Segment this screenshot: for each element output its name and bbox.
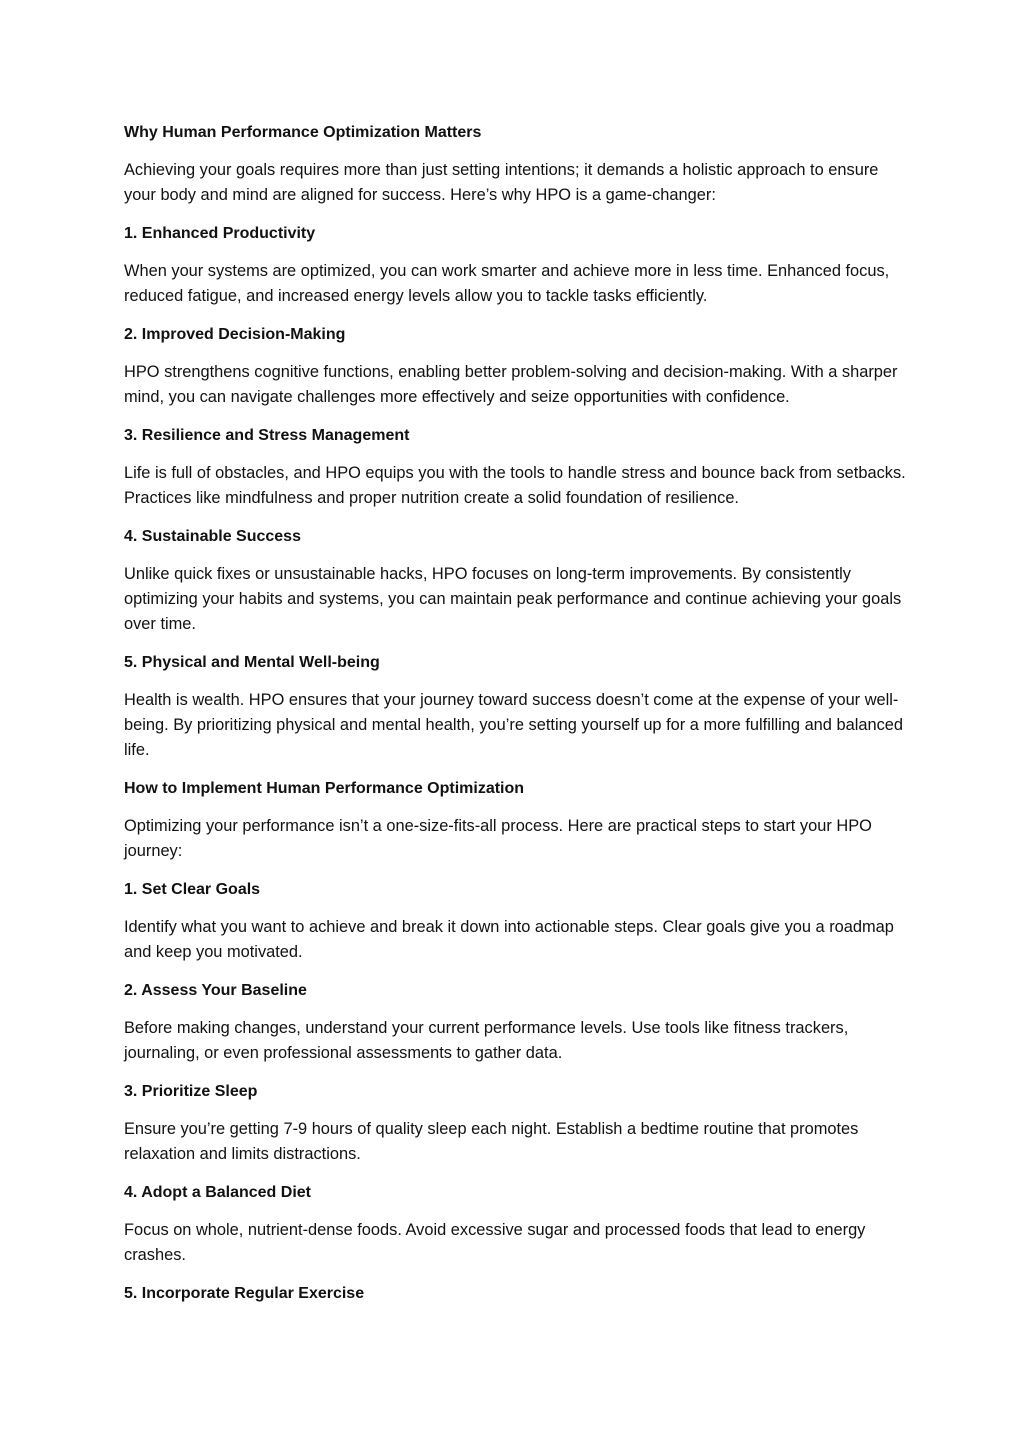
- intro-paragraph: Achieving your goals requires more than just setting intentions; it demands a holistic approach to ensure your body and mind are aligned for success. Here’s why HPO is a game-changer:: [124, 161, 879, 204]
- paragraph-enhanced-productivity: When your systems are optimized, you can work smarter and achieve more in less time. Enhanced focus, reduced fatigue, and increased energy levels allow you to tackle tasks efficiently.: [124, 262, 890, 305]
- heading-improved-decision-making: 2. Improved Decision-Making: [124, 326, 346, 343]
- heading-enhanced-productivity: 1. Enhanced Productivity: [124, 225, 316, 242]
- heading-set-clear-goals: 1. Set Clear Goals: [124, 881, 261, 898]
- paragraph-how-to-implement: Optimizing your performance isn’t a one-size-fits-all process. Here are practical steps to start your HPO journey:: [124, 817, 872, 860]
- section-heading-why-hpo-matters: Why Human Performance Optimization Matters: [124, 124, 482, 141]
- heading-regular-exercise: 5. Incorporate Regular Exercise: [124, 1285, 365, 1302]
- paragraph-assess-baseline: Before making changes, understand your current performance levels. Use tools like fitness trackers, journaling, or even professional assessments to gather data.: [124, 1019, 849, 1062]
- heading-sustainable-success: 4. Sustainable Success: [124, 528, 301, 545]
- document-page: [124, 120, 909, 1319]
- paragraph-improved-decision-making: HPO strengthens cognitive functions, enabling better problem-solving and decision-making. With a sharper mind, you can navigate challenges more effectively and seize opportunities with confidence.: [124, 363, 898, 406]
- paragraph-resilience-stress-management: Life is full of obstacles, and HPO equips you with the tools to handle stress and bounce back from setbacks. Practices like mindfulness and proper nutrition create a solid foundation of resilience.: [124, 464, 906, 507]
- paragraph-sustainable-success: Unlike quick fixes or unsustainable hacks, HPO focuses on long-term improvements. By consistently optimizing your habits and systems, you can maintain peak performance and continue achieving your goals over time.: [124, 565, 902, 633]
- paragraph-set-clear-goals: Identify what you want to achieve and break it down into actionable steps. Clear goals give you a roadmap and keep you motivated.: [124, 918, 894, 961]
- heading-assess-baseline: 2. Assess Your Baseline: [124, 982, 307, 999]
- heading-balanced-diet: 4. Adopt a Balanced Diet: [124, 1184, 311, 1201]
- heading-physical-mental-wellbeing: 5. Physical and Mental Well-being: [124, 654, 380, 671]
- section-heading-how-to-implement: How to Implement Human Performance Optimization: [124, 780, 525, 797]
- paragraph-balanced-diet: Focus on whole, nutrient-dense foods. Avoid excessive sugar and processed foods that lead to energy crashes.: [124, 1221, 866, 1264]
- heading-prioritize-sleep: 3. Prioritize Sleep: [124, 1083, 258, 1100]
- paragraph-physical-mental-wellbeing: Health is wealth. HPO ensures that your journey toward success doesn’t come at the expense of your well-being. By prioritizing physical and mental health, you’re setting yourself up for a more fulfilling and balanced life.: [124, 691, 903, 759]
- paragraph-prioritize-sleep: Ensure you’re getting 7-9 hours of quality sleep each night. Establish a bedtime routine that promotes relaxation and limits distractions.: [124, 1120, 859, 1163]
- heading-resilience-stress-management: 3. Resilience and Stress Management: [124, 427, 410, 444]
